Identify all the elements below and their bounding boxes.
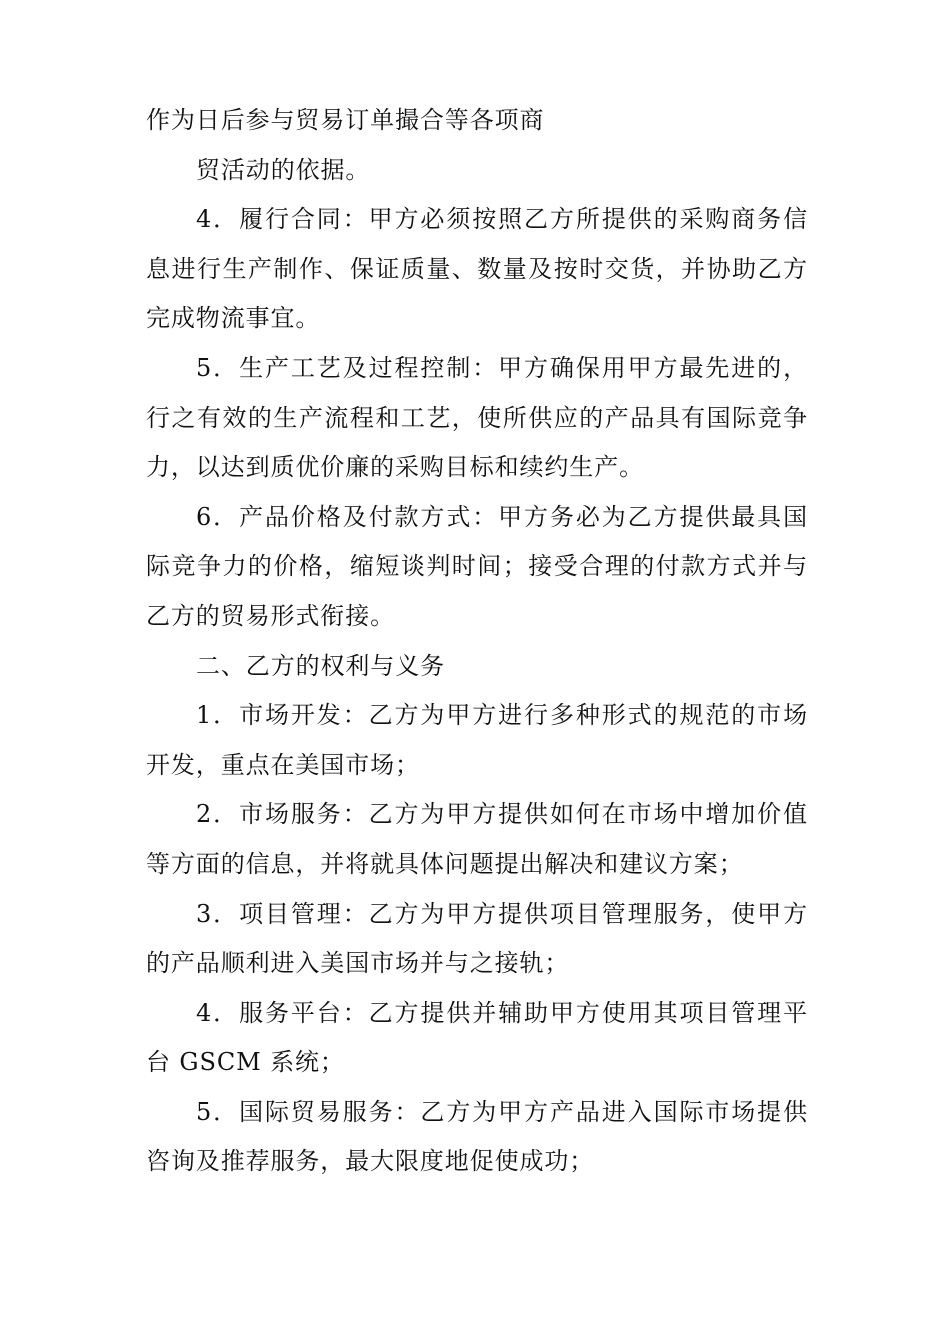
clause-b5-trade-service: 5．国际贸易服务：乙方为甲方产品进入国际市场提供咨询及推荐服务，最大限度地促使成功； — [146, 1097, 808, 1176]
clause-b2-market-service: 2．市场服务：乙方为甲方提供如何在市场中增加价值等方面的信息，并将就具体问题提出解决和建议方案； — [146, 800, 808, 878]
clause-6-pricing-payment: 6．产品价格及付款方式：甲方务必为乙方提供最具国际竞争力的价格，缩短谈判时间；接受合理的付款方式并与乙方的贸易形式衔接。 — [146, 502, 808, 630]
clause-b3-project-management: 3．项目管理：乙方为甲方提供项目管理服务，使甲方的产品顺利进入美国市场并与之接轨； — [146, 899, 808, 978]
clause-b1-market-development: 1．市场开发：乙方为甲方进行多种形式的规范的市场开发，重点在美国市场； — [146, 701, 808, 779]
clause-4-contract-performance: 4．履行合同：甲方必须按照乙方所提供的采购商务信息进行生产制作、保证质量、数量及按时交货，并协助乙方完成物流事宜。 — [146, 205, 808, 333]
clause-b4-service-platform: 4．服务平台：乙方提供并辅助甲方使用其项目管理平台 GSCM 系统； — [146, 998, 808, 1077]
document-page — [146, 96, 808, 1187]
paragraph-continuation-end: 贸活动的依据。 — [196, 155, 371, 184]
section-heading-party-b: 二、乙方的权利与义务 — [196, 651, 445, 680]
clause-5-process-control: 5．生产工艺及过程控制：甲方确保用甲方最先进的，行之有效的生产流程和工艺，使所供应的产品具有国际竞争力，以达到质优价廉的采购目标和续约生产。 — [146, 353, 808, 482]
paragraph-continuation: 作为日后参与贸易订单撮合等各项商 — [146, 106, 545, 134]
